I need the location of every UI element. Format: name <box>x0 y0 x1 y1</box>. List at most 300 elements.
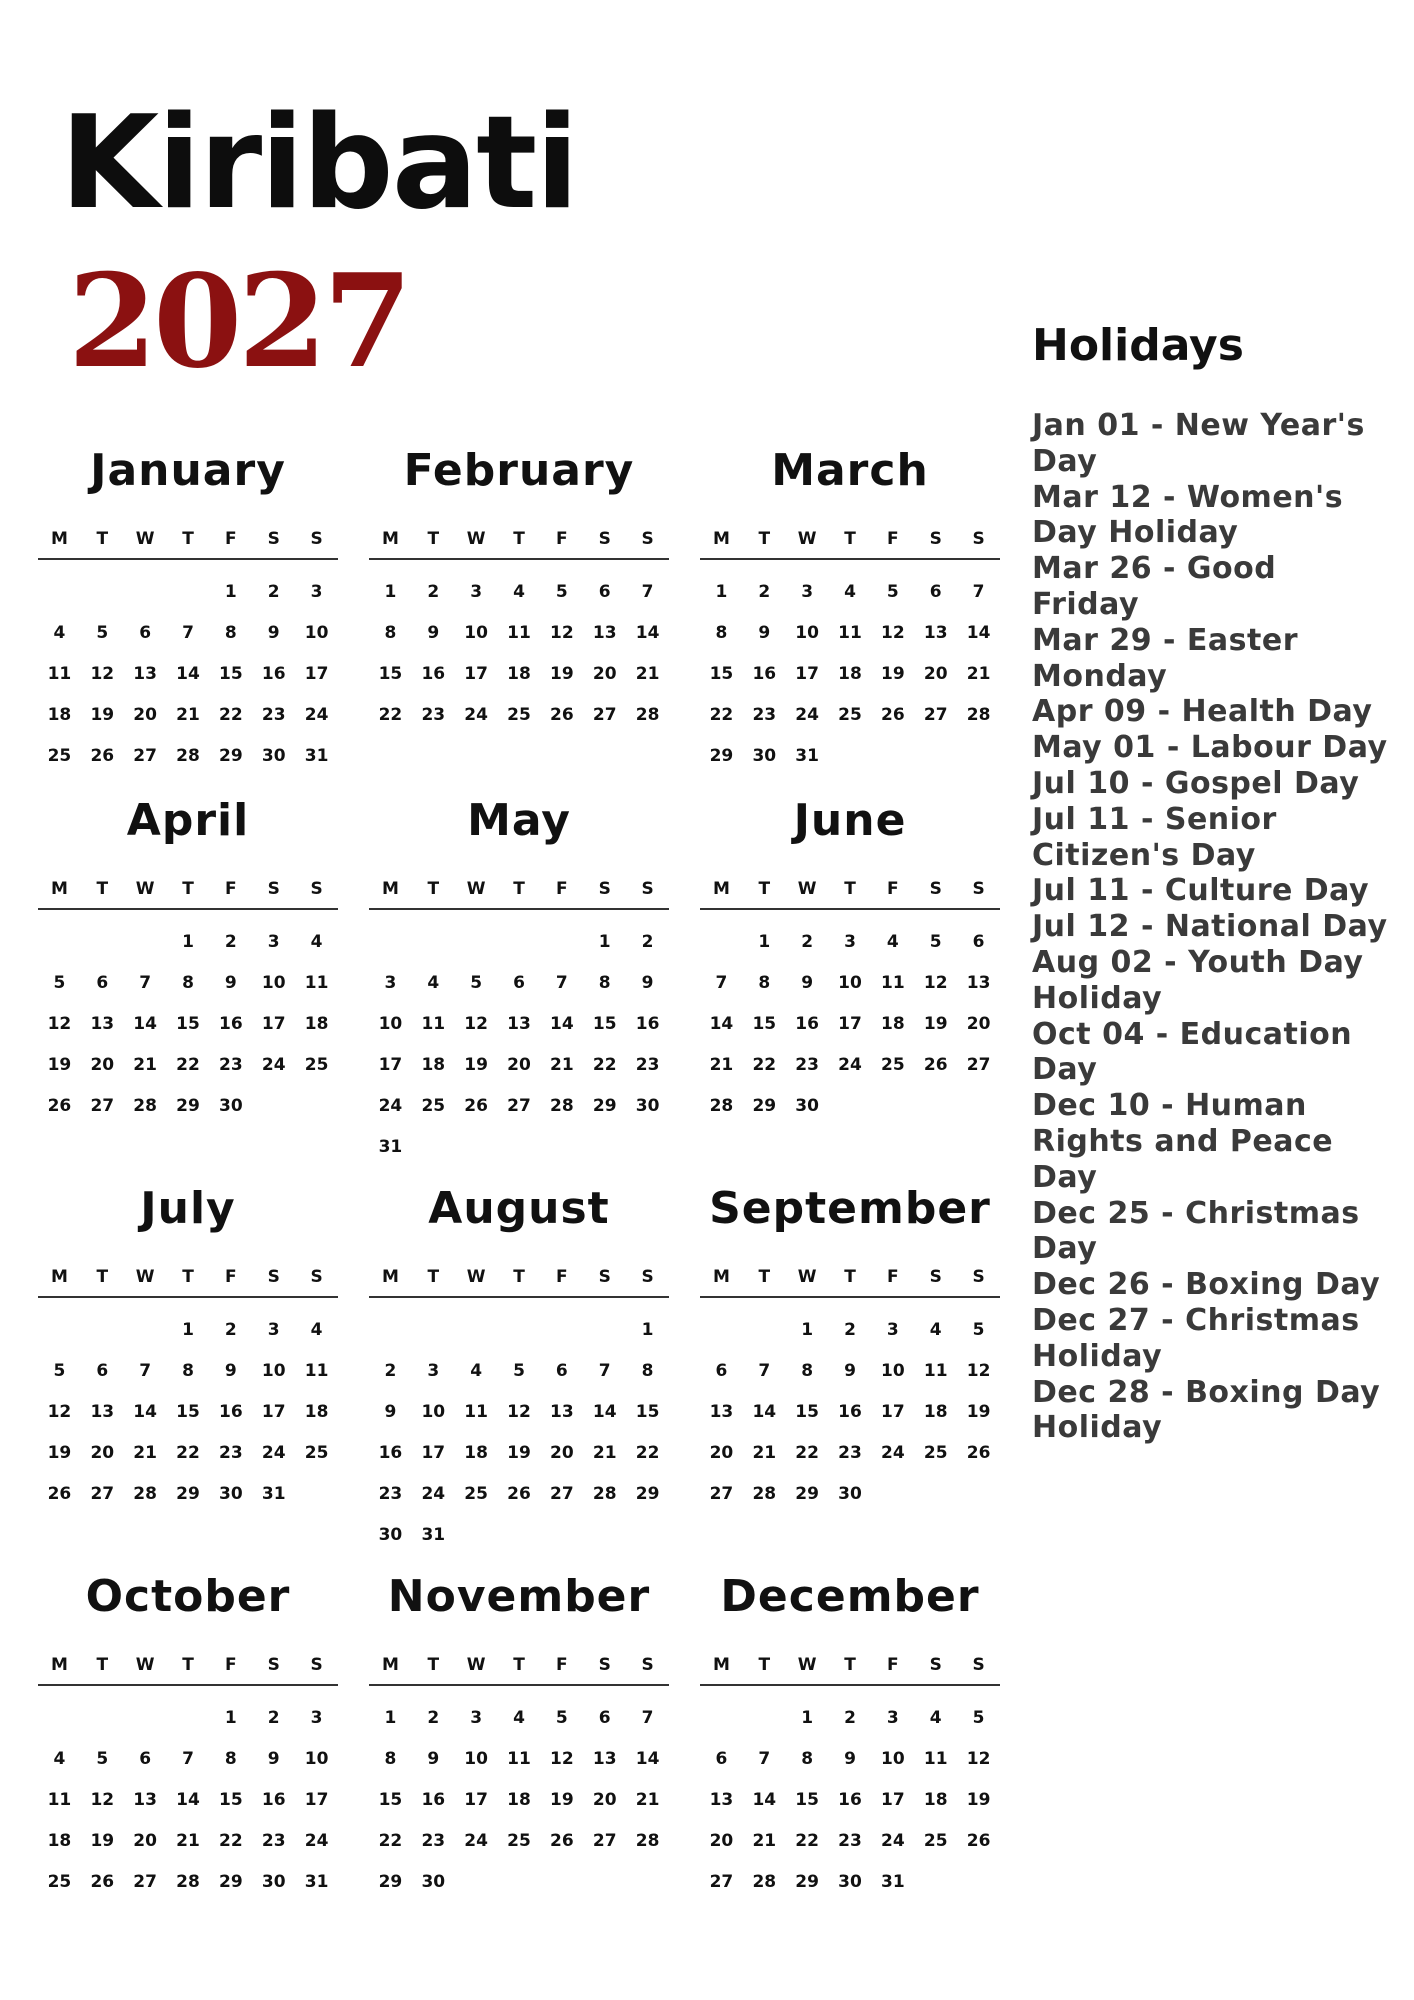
day-cell: 16 <box>838 1402 862 1422</box>
weekday-label: F <box>225 529 237 549</box>
day-cell: 6 <box>715 1361 728 1381</box>
day-cell: 22 <box>219 705 243 725</box>
day-cell: 26 <box>966 1831 991 1851</box>
day-cell: 11 <box>838 623 862 643</box>
day-cell: 20 <box>966 1014 991 1034</box>
day-cell: 11 <box>507 623 531 643</box>
day-cell: 1 <box>598 932 611 952</box>
day-cell: 20 <box>133 705 157 725</box>
day-cell: 29 <box>795 1872 819 1892</box>
day-cell: 14 <box>635 623 660 643</box>
day-cell: 21 <box>635 1790 660 1810</box>
holidays-title: Holidays <box>1032 320 1244 371</box>
month-name: November <box>387 1571 651 1622</box>
day-cell: 9 <box>758 623 771 643</box>
day-cell: 13 <box>550 1402 574 1422</box>
day-cell: 23 <box>261 1831 286 1851</box>
day-cell: 30 <box>261 1872 286 1892</box>
day-cell: 6 <box>96 1361 109 1381</box>
day-cell: 6 <box>598 582 611 602</box>
weekday-header <box>369 874 669 904</box>
day-cell: 14 <box>709 1014 734 1034</box>
day-grid <box>369 1310 669 1556</box>
month-name: October <box>85 1571 291 1622</box>
day-cell: 13 <box>592 1749 617 1769</box>
day-cell: 12 <box>464 1014 488 1034</box>
day-cell: 19 <box>464 1055 488 1075</box>
day-cell: 25 <box>881 1055 905 1075</box>
day-cell: 12 <box>507 1402 531 1422</box>
day-cell: 3 <box>801 582 814 602</box>
day-cell: 6 <box>555 1361 568 1381</box>
day-cell: 7 <box>641 582 654 602</box>
day-cell: 20 <box>592 1790 617 1810</box>
day-cell: 24 <box>421 1484 446 1504</box>
header-divider <box>369 1684 669 1686</box>
day-cell: 13 <box>90 1014 115 1034</box>
day-cell: 29 <box>635 1484 660 1504</box>
day-cell: 25 <box>507 1831 531 1851</box>
day-cell: 13 <box>966 973 991 993</box>
day-cell: 10 <box>838 973 862 993</box>
weekday-label: T <box>96 529 109 549</box>
day-cell: 8 <box>182 1361 194 1381</box>
day-cell: 5 <box>470 973 483 993</box>
day-cell: 25 <box>304 1055 329 1075</box>
weekday-label: S <box>598 1655 611 1675</box>
day-cell: 25 <box>838 705 862 725</box>
day-cell: 16 <box>378 1443 403 1463</box>
day-cell: 27 <box>90 1484 115 1504</box>
holiday-item: Dec 25 - Christmas Day <box>1032 1195 1360 1267</box>
day-cell: 22 <box>592 1055 617 1075</box>
day-cell: 24 <box>378 1096 403 1116</box>
day-cell: 19 <box>923 1014 948 1034</box>
day-cell: 25 <box>304 1443 329 1463</box>
day-cell: 6 <box>715 1749 728 1769</box>
day-cell: 13 <box>133 664 157 684</box>
day-cell: 18 <box>464 1443 488 1463</box>
day-cell: 9 <box>224 973 237 993</box>
day-cell: 1 <box>384 582 397 602</box>
day-cell: 28 <box>966 705 991 725</box>
day-cell: 3 <box>384 973 397 993</box>
day-cell: 9 <box>224 1361 237 1381</box>
day-cell: 17 <box>838 1014 862 1034</box>
day-cell: 3 <box>267 1320 280 1340</box>
day-cell: 17 <box>378 1055 403 1075</box>
day-cell: 26 <box>923 1055 948 1075</box>
day-grid <box>700 1698 1000 1903</box>
day-cell: 27 <box>923 705 948 725</box>
day-cell: 28 <box>592 1484 617 1504</box>
day-cell: 26 <box>47 1096 72 1116</box>
weekday-label: S <box>267 1655 280 1675</box>
day-cell: 16 <box>421 664 446 684</box>
month-name: April <box>126 795 250 846</box>
weekday-label: T <box>427 879 440 899</box>
day-cell: 30 <box>219 1484 243 1504</box>
weekday-label: T <box>182 1655 194 1675</box>
day-cell: 8 <box>598 973 611 993</box>
day-cell: 22 <box>795 1831 819 1851</box>
weekday-label: F <box>887 1267 899 1287</box>
weekday-label: T <box>96 879 109 899</box>
day-cell: 2 <box>427 1708 440 1728</box>
day-cell: 18 <box>507 664 531 684</box>
header-divider <box>369 908 669 910</box>
day-cell: 21 <box>709 1055 734 1075</box>
day-cell: 1 <box>641 1320 654 1340</box>
day-cell: 19 <box>90 705 115 725</box>
day-cell: 11 <box>923 1361 948 1381</box>
day-cell: 22 <box>219 1831 243 1851</box>
weekday-label: T <box>182 879 194 899</box>
day-cell: 9 <box>801 973 814 993</box>
month-name: May <box>467 795 571 846</box>
weekday-label: S <box>929 1267 942 1287</box>
day-cell: 23 <box>261 705 286 725</box>
day-cell: 21 <box>133 1055 157 1075</box>
weekday-label: F <box>556 1655 568 1675</box>
day-cell: 4 <box>513 582 525 602</box>
day-cell: 31 <box>795 746 819 766</box>
day-cell: 19 <box>90 1831 115 1851</box>
day-cell: 1 <box>715 582 728 602</box>
day-cell: 12 <box>47 1402 72 1422</box>
day-cell: 18 <box>923 1790 948 1810</box>
day-cell: 25 <box>47 746 72 766</box>
day-cell: 14 <box>752 1790 777 1810</box>
header-divider <box>700 1684 1000 1686</box>
day-cell: 17 <box>464 1790 488 1810</box>
day-cell: 18 <box>304 1014 329 1034</box>
weekday-header <box>38 1650 338 1680</box>
day-cell: 6 <box>513 973 525 993</box>
day-cell: 6 <box>96 973 109 993</box>
day-cell: 7 <box>555 973 568 993</box>
day-cell: 24 <box>304 705 329 725</box>
day-cell: 10 <box>421 1402 446 1422</box>
day-cell: 31 <box>304 746 329 766</box>
day-cell: 6 <box>598 1708 611 1728</box>
day-cell: 29 <box>709 746 734 766</box>
header-divider <box>38 908 338 910</box>
day-cell: 25 <box>421 1096 446 1116</box>
day-cell: 3 <box>844 932 856 952</box>
day-cell: 18 <box>923 1402 948 1422</box>
day-cell: 23 <box>421 705 446 725</box>
day-cell: 22 <box>635 1443 660 1463</box>
weekday-label: S <box>972 529 985 549</box>
day-cell: 28 <box>176 1872 200 1892</box>
day-cell: 14 <box>550 1014 574 1034</box>
day-cell: 7 <box>715 973 728 993</box>
day-cell: 28 <box>133 1096 157 1116</box>
month-name: December <box>720 1571 980 1622</box>
holiday-item: Dec 28 - Boxing Day Holiday <box>1032 1374 1381 1446</box>
day-cell: 8 <box>384 1749 397 1769</box>
day-cell: 14 <box>133 1014 157 1034</box>
day-cell: 24 <box>881 1831 905 1851</box>
day-cell: 6 <box>139 623 152 643</box>
day-cell: 28 <box>176 746 200 766</box>
day-cell: 24 <box>304 1831 329 1851</box>
day-cell: 4 <box>310 932 323 952</box>
weekday-label: M <box>712 1655 730 1675</box>
day-cell: 16 <box>219 1014 243 1034</box>
weekday-label: M <box>712 529 730 549</box>
day-cell: 24 <box>795 705 819 725</box>
day-cell: 21 <box>966 664 991 684</box>
weekday-header <box>700 1262 1000 1292</box>
month-july <box>38 1178 338 1566</box>
weekday-label: W <box>466 529 486 549</box>
day-cell: 25 <box>923 1831 948 1851</box>
day-grid <box>38 922 338 1127</box>
day-cell: 12 <box>550 1749 574 1769</box>
day-cell: 21 <box>752 1831 777 1851</box>
day-cell: 17 <box>304 1790 329 1810</box>
day-cell: 15 <box>378 1790 403 1810</box>
weekday-label: F <box>225 879 237 899</box>
day-cell: 1 <box>182 1320 194 1340</box>
header-divider <box>38 1684 338 1686</box>
weekday-label: M <box>381 1655 399 1675</box>
day-cell: 28 <box>635 705 660 725</box>
day-cell: 28 <box>133 1484 157 1504</box>
day-cell: 4 <box>470 1361 483 1381</box>
weekday-label: W <box>135 1267 155 1287</box>
day-cell: 5 <box>972 1320 985 1340</box>
holiday-item: Oct 04 - Education Day <box>1032 1016 1353 1088</box>
month-august <box>369 1178 669 1566</box>
day-cell: 9 <box>267 1749 280 1769</box>
day-cell: 29 <box>176 1484 200 1504</box>
day-cell: 6 <box>929 582 942 602</box>
day-grid <box>369 922 669 1168</box>
weekday-label: M <box>381 879 399 899</box>
day-cell: 31 <box>261 1484 286 1504</box>
day-cell: 5 <box>972 1708 985 1728</box>
day-cell: 30 <box>838 1484 862 1504</box>
day-cell: 4 <box>929 1708 942 1728</box>
weekday-label: T <box>844 1267 856 1287</box>
day-cell: 1 <box>182 932 194 952</box>
day-cell: 17 <box>304 664 329 684</box>
day-cell: 5 <box>96 1749 109 1769</box>
weekday-label: M <box>712 1267 730 1287</box>
weekday-label: F <box>556 529 568 549</box>
day-cell: 10 <box>464 1749 488 1769</box>
day-cell: 7 <box>758 1749 771 1769</box>
day-cell: 8 <box>758 973 771 993</box>
weekday-header <box>38 874 338 904</box>
day-cell: 31 <box>881 1872 905 1892</box>
header-divider <box>38 558 338 560</box>
day-cell: 9 <box>384 1402 397 1422</box>
weekday-label: S <box>972 1655 985 1675</box>
day-cell: 19 <box>966 1402 991 1422</box>
day-cell: 10 <box>795 623 819 643</box>
day-cell: 10 <box>881 1361 905 1381</box>
day-cell: 17 <box>421 1443 446 1463</box>
holiday-item: May 01 - Labour Day <box>1032 730 1388 766</box>
day-cell: 27 <box>592 705 617 725</box>
day-cell: 1 <box>224 1708 237 1728</box>
weekday-label: T <box>844 529 856 549</box>
day-cell: 30 <box>752 746 777 766</box>
day-cell: 15 <box>219 1790 243 1810</box>
day-cell: 2 <box>384 1361 397 1381</box>
weekday-label: S <box>267 879 280 899</box>
weekday-label: S <box>598 529 611 549</box>
day-cell: 29 <box>219 746 243 766</box>
day-grid <box>369 1698 669 1903</box>
day-cell: 13 <box>133 1790 157 1810</box>
weekday-label: T <box>427 1655 440 1675</box>
weekday-label: T <box>513 879 525 899</box>
day-cell: 3 <box>267 932 280 952</box>
day-cell: 5 <box>555 582 568 602</box>
day-cell: 20 <box>133 1831 157 1851</box>
day-cell: 22 <box>795 1443 819 1463</box>
day-cell: 23 <box>219 1055 243 1075</box>
weekday-header <box>700 524 1000 554</box>
weekday-label: S <box>598 1267 611 1287</box>
day-cell: 1 <box>224 582 237 602</box>
weekday-label: T <box>182 1267 194 1287</box>
holiday-item: Dec 27 - Christmas Holiday <box>1032 1302 1360 1374</box>
day-cell: 5 <box>53 1361 66 1381</box>
weekday-label: S <box>267 1267 280 1287</box>
day-cell: 30 <box>421 1872 446 1892</box>
day-cell: 26 <box>47 1484 72 1504</box>
weekday-label: W <box>797 529 817 549</box>
weekday-label: S <box>310 1655 323 1675</box>
day-cell: 12 <box>47 1014 72 1034</box>
day-cell: 2 <box>267 1708 280 1728</box>
day-cell: 22 <box>176 1055 200 1075</box>
month-december <box>700 1566 1000 1896</box>
day-cell: 4 <box>844 582 856 602</box>
month-june <box>700 790 1000 1178</box>
day-cell: 14 <box>176 1790 200 1810</box>
day-cell: 11 <box>304 1361 329 1381</box>
day-cell: 25 <box>464 1484 488 1504</box>
day-cell: 14 <box>966 623 991 643</box>
day-cell: 26 <box>966 1443 991 1463</box>
weekday-label: T <box>758 529 771 549</box>
day-cell: 23 <box>219 1443 243 1463</box>
day-cell: 9 <box>844 1749 856 1769</box>
day-cell: 1 <box>758 932 771 952</box>
day-cell: 21 <box>635 664 660 684</box>
day-cell: 14 <box>592 1402 617 1422</box>
day-cell: 2 <box>641 932 654 952</box>
day-cell: 5 <box>53 973 66 993</box>
day-cell: 23 <box>635 1055 660 1075</box>
day-cell: 8 <box>182 973 194 993</box>
day-cell: 11 <box>923 1749 948 1769</box>
weekday-label: W <box>135 879 155 899</box>
holiday-item: Dec 10 - Human Rights and Peace Day <box>1032 1088 1334 1195</box>
day-cell: 1 <box>801 1708 814 1728</box>
day-cell: 24 <box>881 1443 905 1463</box>
day-cell: 27 <box>592 1831 617 1851</box>
day-cell: 3 <box>310 582 323 602</box>
weekday-label: W <box>466 1267 486 1287</box>
weekday-label: T <box>758 1267 771 1287</box>
weekday-label: T <box>513 1655 525 1675</box>
day-cell: 25 <box>507 705 531 725</box>
day-cell: 11 <box>304 973 329 993</box>
day-grid <box>369 572 669 736</box>
day-cell: 3 <box>310 1708 323 1728</box>
day-cell: 14 <box>635 1749 660 1769</box>
header-divider <box>700 1296 1000 1298</box>
day-cell: 10 <box>261 1361 286 1381</box>
weekday-label: S <box>310 1267 323 1287</box>
weekday-label: S <box>641 1267 654 1287</box>
day-cell: 7 <box>139 1361 152 1381</box>
day-cell: 20 <box>592 664 617 684</box>
day-cell: 15 <box>752 1014 777 1034</box>
day-cell: 25 <box>923 1443 948 1463</box>
weekday-label: W <box>797 1655 817 1675</box>
day-cell: 13 <box>709 1402 734 1422</box>
day-cell: 13 <box>592 623 617 643</box>
day-cell: 4 <box>53 623 66 643</box>
weekday-label: T <box>844 1655 856 1675</box>
weekday-label: S <box>641 529 654 549</box>
header-divider <box>700 908 1000 910</box>
weekday-label: T <box>513 529 525 549</box>
day-cell: 26 <box>507 1484 531 1504</box>
month-may <box>369 790 669 1178</box>
calendar-year: 2027 <box>68 247 409 397</box>
day-cell: 16 <box>838 1790 862 1810</box>
day-cell: 31 <box>421 1525 446 1545</box>
day-cell: 3 <box>886 1708 899 1728</box>
holiday-item: Dec 26 - Boxing Day <box>1032 1267 1381 1303</box>
day-cell: 22 <box>709 705 734 725</box>
day-cell: 8 <box>641 1361 654 1381</box>
day-cell: 30 <box>795 1096 819 1116</box>
weekday-label: T <box>758 879 771 899</box>
weekday-label: T <box>427 1267 440 1287</box>
day-cell: 8 <box>224 1749 237 1769</box>
day-cell: 26 <box>90 746 115 766</box>
day-cell: 5 <box>555 1708 568 1728</box>
weekday-header <box>369 1650 669 1680</box>
day-cell: 24 <box>261 1443 286 1463</box>
day-cell: 26 <box>90 1872 115 1892</box>
day-cell: 18 <box>47 1831 72 1851</box>
day-cell: 17 <box>464 664 488 684</box>
weekday-label: M <box>50 529 68 549</box>
day-cell: 24 <box>838 1055 862 1075</box>
day-cell: 27 <box>133 746 157 766</box>
day-cell: 12 <box>90 1790 115 1810</box>
holiday-item: Jul 10 - Gospel Day <box>1032 765 1360 801</box>
day-cell: 30 <box>838 1872 862 1892</box>
day-cell: 7 <box>182 1749 194 1769</box>
day-cell: 11 <box>421 1014 446 1034</box>
weekday-label: F <box>887 879 899 899</box>
day-cell: 21 <box>176 1831 200 1851</box>
day-cell: 8 <box>801 1749 814 1769</box>
